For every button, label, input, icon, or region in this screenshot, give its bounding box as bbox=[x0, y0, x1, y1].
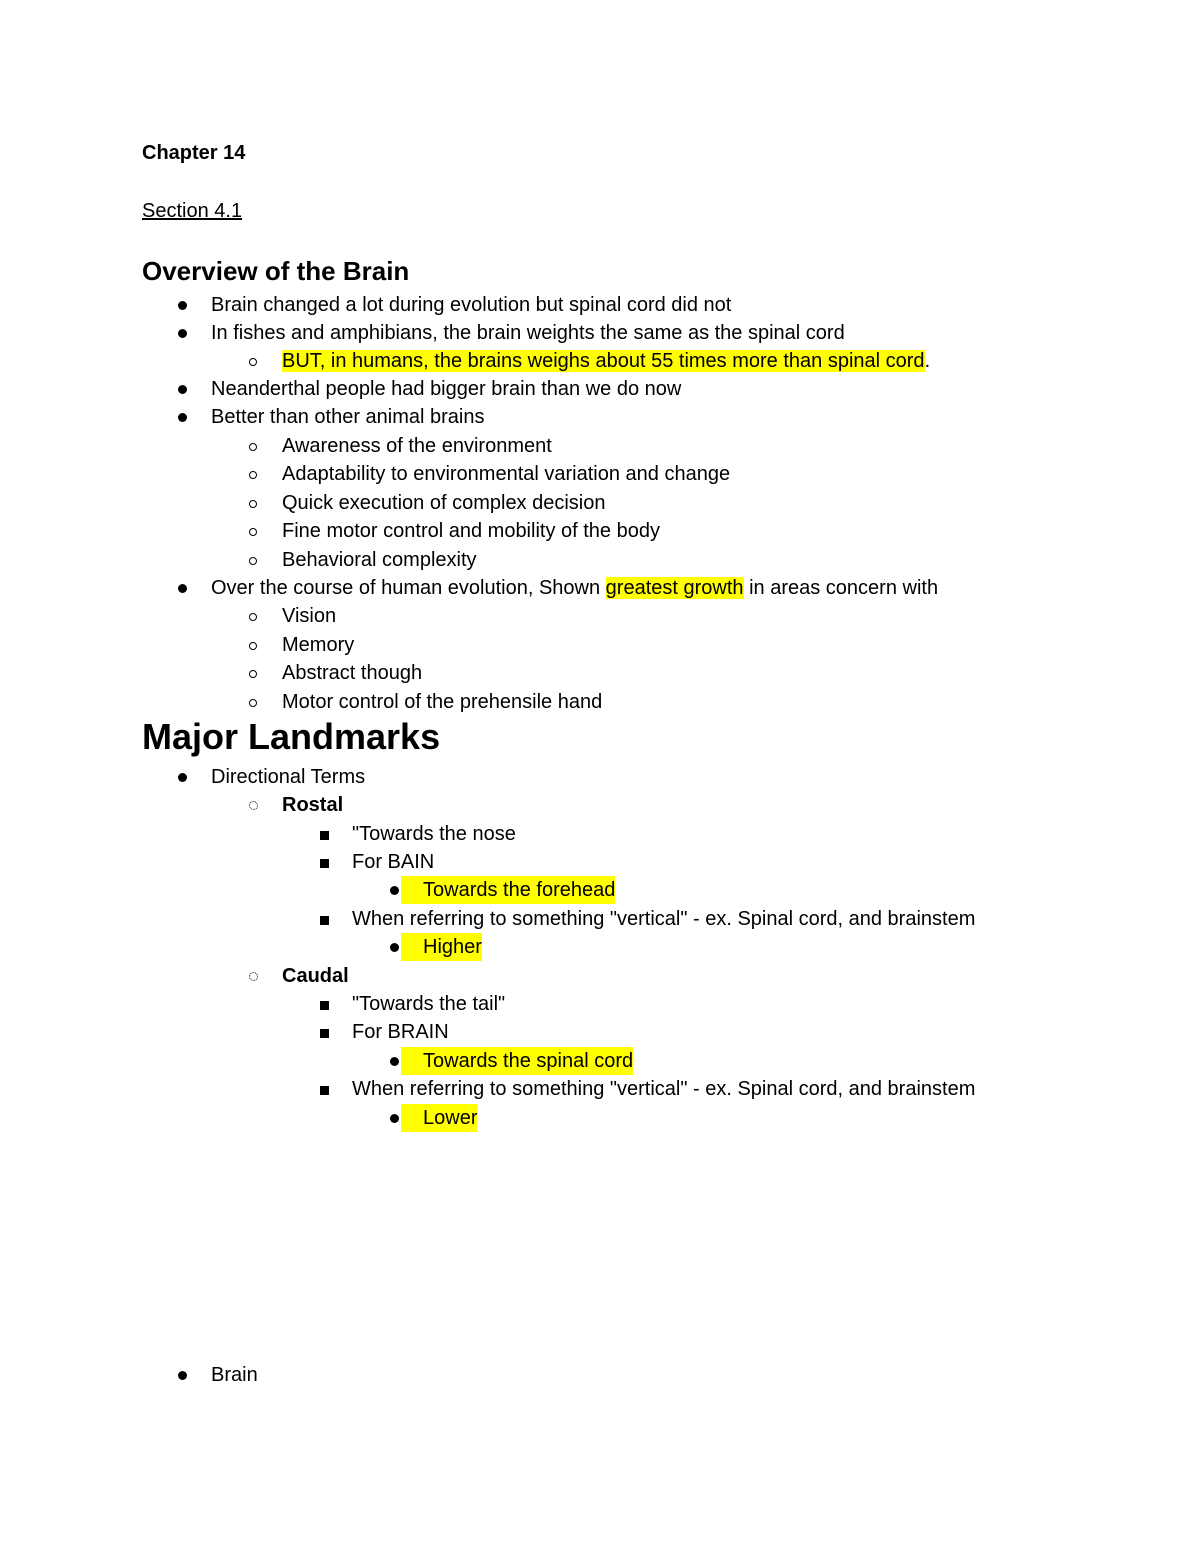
bullet-disc-icon bbox=[178, 773, 187, 782]
list-item bbox=[0, 791, 1200, 819]
list-item bbox=[0, 1104, 1200, 1132]
list-item bbox=[0, 460, 1200, 488]
highlighted-text: Towards the spinal cord bbox=[401, 1047, 633, 1075]
highlighted-text: Towards the forehead bbox=[401, 876, 615, 904]
highlighted-text: Higher bbox=[401, 933, 482, 961]
bullet-square-icon bbox=[320, 831, 329, 840]
bullet-circle-icon bbox=[249, 471, 257, 479]
bullet-square-icon bbox=[320, 916, 329, 925]
list-item-text: Brain bbox=[211, 1364, 258, 1386]
list-item-text: Better than other animal brains bbox=[211, 406, 485, 428]
list-item-text: Fine motor control and mobility of the body bbox=[282, 520, 660, 542]
text-part: Over the course of human evolution, Shown bbox=[211, 577, 606, 599]
bullet-circle-icon bbox=[249, 358, 257, 366]
section-title: Section 4.1 bbox=[142, 200, 243, 222]
bullet-disc-icon bbox=[178, 329, 187, 338]
highlighted-text: Lower bbox=[401, 1104, 477, 1132]
list-item bbox=[0, 763, 1200, 791]
landmarks-heading: Major Landmarks bbox=[142, 716, 441, 757]
list-item bbox=[0, 933, 1200, 961]
bullet-circle-icon bbox=[249, 500, 257, 508]
bullet-disc-icon bbox=[390, 1114, 399, 1123]
bullet-disc-icon bbox=[178, 1371, 187, 1380]
list-item bbox=[0, 347, 1200, 375]
list-item bbox=[0, 990, 1200, 1018]
list-item-text: Caudal bbox=[282, 965, 349, 987]
list-item bbox=[0, 962, 1200, 990]
list-item bbox=[0, 291, 1200, 319]
list-item bbox=[0, 820, 1200, 848]
list-item-text: Behavioral complexity bbox=[282, 549, 477, 571]
bullet-circle-icon bbox=[249, 557, 257, 565]
list-item bbox=[0, 375, 1200, 403]
list-item bbox=[0, 319, 1200, 347]
list-item bbox=[0, 905, 1200, 933]
list-item-text bbox=[260, 347, 930, 375]
highlighted-text: greatest growth bbox=[605, 577, 744, 599]
list-item-text: For BRAIN bbox=[352, 1021, 449, 1043]
period-text: . bbox=[924, 350, 931, 372]
list-item bbox=[0, 876, 1200, 904]
bullet-dotted-circle-icon bbox=[249, 801, 258, 810]
list-item bbox=[0, 1047, 1200, 1075]
list-item-text: Directional Terms bbox=[211, 766, 366, 788]
bullet-disc-icon bbox=[390, 943, 399, 952]
list-item bbox=[0, 659, 1200, 687]
bullet-square-icon bbox=[320, 1029, 329, 1038]
list-item-text: Abstract though bbox=[282, 662, 423, 684]
highlighted-text: BUT, in humans, the brains weighs about 55 times more than spinal cord bbox=[282, 350, 925, 372]
list-item-text: Motor control of the prehensile hand bbox=[282, 691, 603, 713]
bullet-disc-icon bbox=[178, 301, 187, 310]
bullet-circle-icon bbox=[249, 670, 257, 678]
list-item-text: "Towards the tail" bbox=[352, 993, 506, 1015]
bullet-circle-icon bbox=[249, 528, 257, 536]
bullet-square-icon bbox=[320, 859, 329, 868]
bullet-circle-icon bbox=[249, 613, 257, 621]
list-item bbox=[0, 1075, 1200, 1103]
list-item-text: Vision bbox=[282, 605, 337, 627]
list-item bbox=[0, 517, 1200, 545]
list-item bbox=[0, 602, 1200, 630]
list-item bbox=[0, 546, 1200, 574]
bullet-disc-icon bbox=[178, 413, 187, 422]
list-item bbox=[0, 432, 1200, 460]
bullet-square-icon bbox=[320, 1001, 329, 1010]
list-item-text: "Towards the nose bbox=[352, 823, 516, 845]
list-item-text: When referring to something "vertical" - ex. Spinal cord, and brainstem bbox=[352, 1078, 976, 1100]
bullet-circle-icon bbox=[249, 699, 257, 707]
bullet-circle-icon bbox=[249, 443, 257, 451]
list-item bbox=[0, 403, 1200, 431]
list-item bbox=[0, 631, 1200, 659]
bullet-dotted-circle-icon bbox=[249, 972, 258, 981]
bullet-disc-icon bbox=[390, 886, 399, 895]
bullet-circle-icon bbox=[249, 642, 257, 650]
chapter-title: Chapter 14 bbox=[142, 142, 246, 164]
list-item-text: Quick execution of complex decision bbox=[282, 492, 606, 514]
list-item-text: Neanderthal people had bigger brain than we do now bbox=[211, 378, 682, 400]
bullet-disc-icon bbox=[178, 385, 187, 394]
bullet-disc-icon bbox=[178, 584, 187, 593]
list-item-text: For BAIN bbox=[352, 851, 435, 873]
list-item bbox=[0, 688, 1200, 716]
list-item-text: Memory bbox=[282, 634, 355, 656]
overview-heading: Overview of the Brain bbox=[142, 256, 410, 286]
list-item bbox=[0, 574, 1200, 602]
list-item-text bbox=[211, 574, 938, 602]
list-item-text: Rostal bbox=[282, 794, 344, 816]
list-item bbox=[0, 1018, 1200, 1046]
list-item bbox=[0, 1361, 1200, 1389]
list-item-text: When referring to something "vertical" - ex. Spinal cord, and brainstem bbox=[352, 908, 976, 930]
text-part: in areas concern with bbox=[743, 577, 939, 599]
list-item-text: Brain changed a lot during evolution but spinal cord did not bbox=[211, 294, 732, 316]
list-item-text: In fishes and amphibians, the brain weights the same as the spinal cord bbox=[211, 322, 845, 344]
list-item bbox=[0, 489, 1200, 517]
list-item-text: Awareness of the environment bbox=[282, 435, 552, 457]
bullet-square-icon bbox=[320, 1086, 329, 1095]
bullet-disc-icon bbox=[390, 1057, 399, 1066]
list-item-text: Adaptability to environmental variation and change bbox=[282, 463, 731, 485]
list-item bbox=[0, 848, 1200, 876]
